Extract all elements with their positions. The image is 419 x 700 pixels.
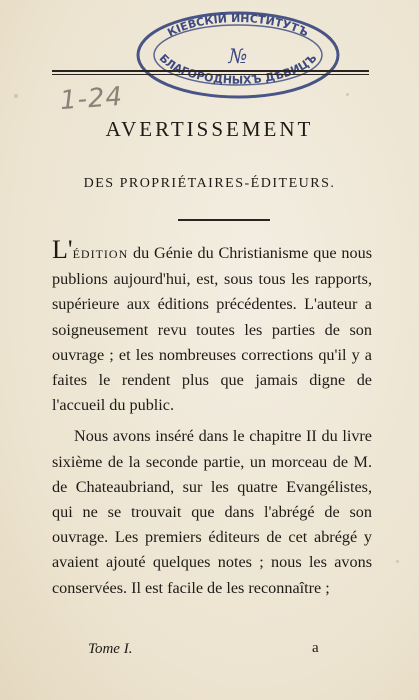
paragraph-1 (52, 235, 372, 418)
paper-speck (396, 560, 399, 563)
stamp-number: № (228, 44, 248, 68)
drop-capital: L' (52, 235, 73, 264)
page-title: AVERTISSEMENT (105, 117, 314, 141)
stamp-top-text: КІЕВСКІЙ ИНСТИТУТЪ (165, 11, 311, 40)
body-text (52, 235, 372, 601)
library-stamp (134, 8, 342, 102)
volume-label: Tome I. (88, 641, 133, 657)
paragraph-1-text: du Génie du Christianisme que nous publions aujourd'hui, est, sous tous les rapports, supérieure aux éditions précédentes. L'auteur a soigneusement revu toutes les parties de son ouvrage ; et les nombreuses corrections qu'il y a faites le rendent plus que jamais digne de l'accueil du public. (52, 244, 372, 415)
title-divider (178, 219, 270, 221)
paper-speck (14, 94, 18, 98)
paragraph-2: Nous avons inséré dans le chapitre II du livre sixième de la seconde partie, un morceau de M. de Chateaubriand, sur les quatre Evangélistes, qui ne se trouvait que dans l'abrégé de son ouvrage. Les premiers éditeurs de cet abrégé y avaient ajouté quelques notes ; nous les avons conservées. Il est facile de les reconnaître ; (52, 427, 372, 597)
header-double-rule (52, 70, 369, 75)
paper-speck (346, 93, 349, 96)
signature-mark: a (312, 640, 319, 656)
page-subtitle: DES PROPRIÉTAIRES-ÉDITEURS. (83, 176, 336, 191)
stamp-bottom-text: БЛАГОРОДНЫХЪ ДѢВИЦЪ (156, 51, 320, 87)
small-caps-word: ÉDITION (72, 247, 129, 261)
handwritten-shelfmark: 1-24 (59, 81, 124, 117)
